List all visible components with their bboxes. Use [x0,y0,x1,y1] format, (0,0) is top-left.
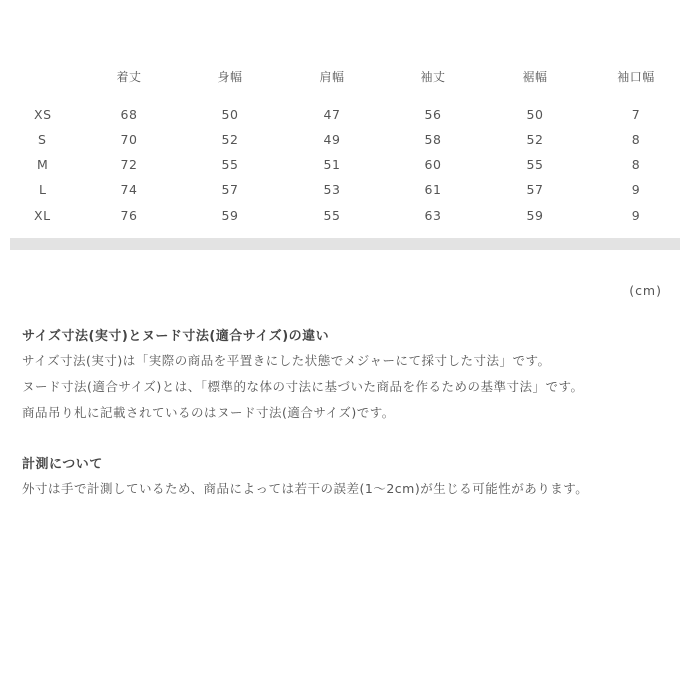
table-cell: 47 [323,107,341,122]
table-cell: 72 [120,157,138,172]
note-line: サイズ寸法(実寸)は「実際の商品を平置きにした状態でメジャーにて採寸した寸法」です。 [22,353,551,368]
column-header: 肩幅 [319,70,345,84]
table-cell: 58 [424,132,442,147]
column-header: 袖丈 [420,70,446,84]
table-cell: 52 [221,132,239,147]
table-cell: 8 [631,132,641,147]
table-cell: 61 [424,182,442,197]
table-cell: 59 [526,208,544,223]
table-cell: 49 [323,132,341,147]
table-cell: 70 [120,132,138,147]
table-cell: 55 [526,157,544,172]
size-notes [22,326,667,502]
row-size-label: M [37,157,49,172]
column-header: 袖口幅 [617,70,655,84]
table-cell: 59 [221,208,239,223]
table-cell: 9 [631,182,641,197]
measurement-heading: 計測について [22,457,103,472]
table-cell: 55 [323,208,341,223]
note-line: ヌード寸法(適合サイズ)とは、「標準的な体の寸法に基づいた商品を作るための基準寸法」です。 [22,379,584,394]
table-cell: 56 [424,107,442,122]
table-cell: 57 [221,182,239,197]
column-header: 裾幅 [522,70,548,84]
table-cell: 68 [120,107,138,122]
table-cell: 51 [323,157,341,172]
table-cell: 52 [526,132,544,147]
table-cell: 8 [631,157,641,172]
table-cell: 74 [120,182,138,197]
table-cell: 50 [526,107,544,122]
size-difference-heading: サイズ寸法(実寸)とヌード寸法(適合サイズ)の違い [22,329,330,344]
column-header: 着丈 [116,70,142,84]
note-line: 外寸は手で計測しているため、商品によっては若干の誤差(1〜2cm)が生じる可能性があります。 [22,481,589,496]
table-cell: 53 [323,182,341,197]
table-cell: 63 [424,208,442,223]
table-cell: 50 [221,107,239,122]
row-size-label: XL [34,208,51,223]
table-cell: 76 [120,208,138,223]
row-size-label: S [38,132,47,147]
row-size-label: L [39,182,47,197]
table-cell: 7 [631,107,641,122]
row-size-label: XS [34,107,52,122]
column-header: 身幅 [217,70,243,84]
table-cell: 55 [221,157,239,172]
note-line: 商品吊り札に記載されているのはヌード寸法(適合サイズ)です。 [22,405,395,420]
section-divider [10,238,680,250]
unit-label: (cm) [629,283,662,298]
table-cell: 9 [631,208,641,223]
table-cell: 57 [526,182,544,197]
table-cell: 60 [424,157,442,172]
